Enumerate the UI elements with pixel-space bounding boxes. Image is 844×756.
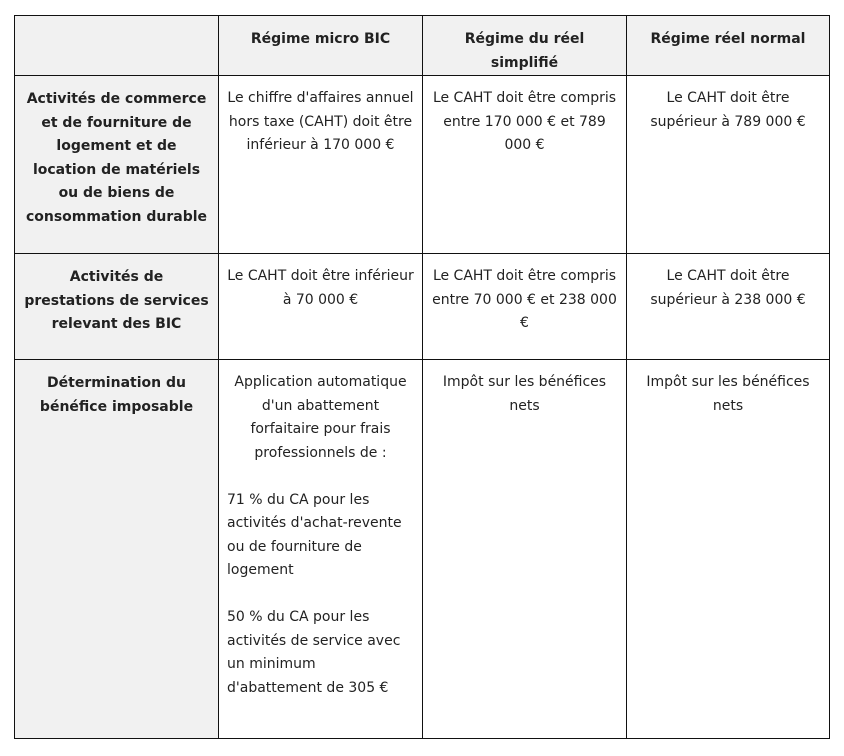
cell-reel-simplifie: Impôt sur les bénéfices nets <box>423 360 627 739</box>
cell-reel-simplifie: Le CAHT doit être compris entre 170 000 € et 789 000 € <box>423 76 627 254</box>
table-row <box>15 254 830 360</box>
header-reel-normal: Régime réel normal <box>627 16 830 76</box>
cell-micro-bic <box>219 360 423 739</box>
cell-reel-normal: Impôt sur les bénéfices nets <box>627 360 830 739</box>
row-label: Activités de prestations de services relevant des BIC <box>15 254 219 360</box>
header-row <box>15 16 830 76</box>
abattement-item-achat-revente: 71 % du CA pour les activités d'achat-revente ou de fourniture de logement <box>227 491 402 578</box>
header-micro-bic: Régime micro BIC <box>219 16 423 76</box>
abattement-item-service: 50 % du CA pour les activités de service avec un minimum d'abattement de 305 € <box>227 609 401 696</box>
regimes-comparison-table <box>14 15 830 739</box>
row-label: Activités de commerce et de fourniture de logement et de location de matériels ou de biens de consommation durable <box>15 76 219 254</box>
cell-micro-bic: Le chiffre d'affaires annuel hors taxe (CAHT) doit être inférieur à 170 000 € <box>219 76 423 254</box>
table-row <box>15 360 830 739</box>
cell-reel-simplifie: Le CAHT doit être compris entre 70 000 € et 238 000 € <box>423 254 627 360</box>
header-reel-simplifie: Régime du réel simplifié <box>423 16 627 76</box>
row-label: Détermination du bénéfice imposable <box>15 360 219 739</box>
paragraph-gap <box>227 465 414 489</box>
paragraph-gap <box>227 583 414 607</box>
table-row <box>15 76 830 254</box>
cell-micro-bic: Le CAHT doit être inférieur à 70 000 € <box>219 254 423 360</box>
header-empty-cell <box>15 16 219 76</box>
cell-reel-normal: Le CAHT doit être supérieur à 789 000 € <box>627 76 830 254</box>
abattement-intro: Application automatique d'un abattement forfaitaire pour frais professionnels de : <box>234 374 407 461</box>
cell-reel-normal: Le CAHT doit être supérieur à 238 000 € <box>627 254 830 360</box>
